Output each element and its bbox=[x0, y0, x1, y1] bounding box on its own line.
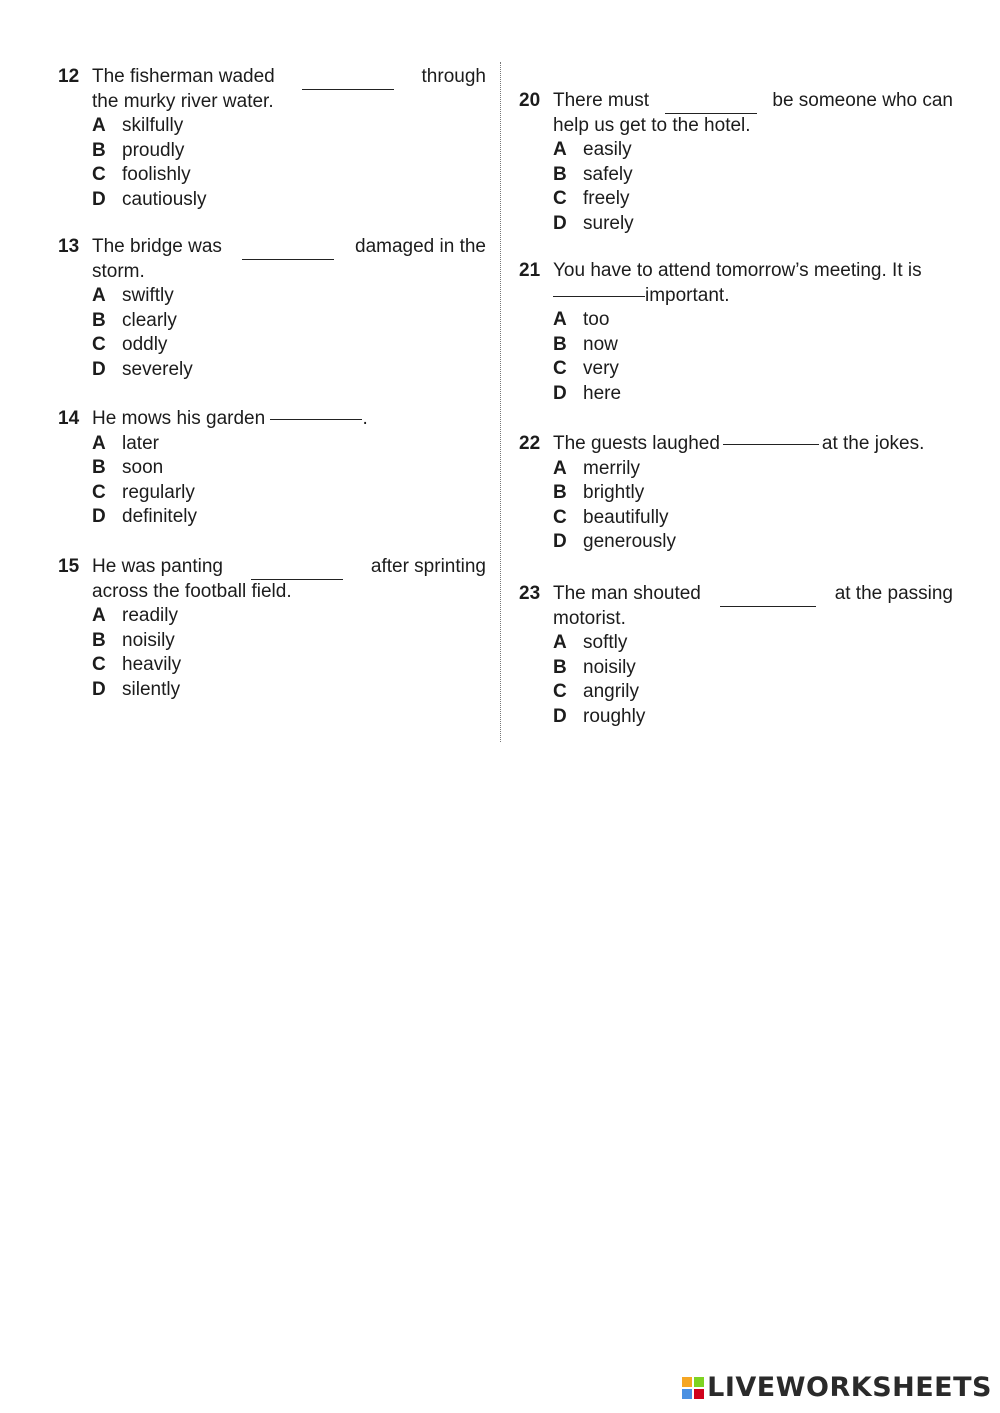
question-text: important. bbox=[645, 284, 730, 306]
option-b[interactable]: B clearly bbox=[92, 309, 177, 331]
logo-square bbox=[682, 1377, 692, 1387]
option-c[interactable]: C regularly bbox=[92, 481, 195, 503]
question-text: The guests laughed bbox=[553, 433, 720, 454]
answer-blank[interactable] bbox=[270, 419, 362, 420]
question-text: at the jokes. bbox=[821, 433, 925, 454]
question-text: across the football field. bbox=[92, 580, 292, 602]
question-text: motorist. bbox=[553, 607, 626, 629]
question-number: 13 bbox=[58, 236, 80, 257]
option-d[interactable]: D silently bbox=[92, 678, 181, 700]
question-text: damaged in the bbox=[355, 236, 486, 257]
question-number: 14 bbox=[58, 408, 80, 429]
question-text: through bbox=[421, 66, 486, 87]
option-b[interactable]: B brightly bbox=[553, 482, 645, 503]
answer-blank[interactable] bbox=[302, 65, 394, 90]
option-d[interactable]: D severely bbox=[92, 358, 193, 380]
option-a[interactable]: A too bbox=[553, 309, 610, 330]
answer-blank[interactable] bbox=[665, 89, 757, 114]
option-b[interactable]: B now bbox=[553, 333, 618, 355]
options-list bbox=[92, 432, 486, 530]
question-number: 12 bbox=[58, 66, 80, 87]
option-b[interactable]: B soon bbox=[92, 457, 164, 478]
question-number: 20 bbox=[519, 90, 541, 111]
option-c[interactable]: C oddly bbox=[92, 334, 168, 355]
option-d[interactable]: D generously bbox=[553, 531, 676, 552]
question-text: You have to attend tomorrow’s meeting. It is bbox=[553, 260, 922, 281]
question-number: 22 bbox=[519, 433, 541, 454]
option-c[interactable]: C very bbox=[553, 358, 619, 379]
option-d[interactable]: D cautiously bbox=[92, 188, 207, 210]
logo-square bbox=[682, 1389, 692, 1399]
brand-name: LIVEWORKSHEETS bbox=[707, 1372, 992, 1403]
question-text: after sprinting bbox=[370, 556, 486, 577]
logo-square bbox=[694, 1389, 704, 1399]
question-text: the murky river water. bbox=[92, 90, 274, 112]
options-list bbox=[553, 631, 953, 729]
options-list bbox=[553, 308, 953, 406]
question-number: 15 bbox=[58, 556, 80, 577]
question-number: 21 bbox=[519, 260, 541, 281]
options-list bbox=[92, 114, 486, 212]
option-a[interactable]: A skilfully bbox=[92, 115, 184, 136]
option-a[interactable]: A merrily bbox=[553, 457, 640, 479]
options-list bbox=[92, 604, 486, 702]
option-c[interactable]: C beautifully bbox=[553, 506, 669, 528]
options-list bbox=[92, 284, 486, 382]
question-text: The fisherman waded bbox=[92, 66, 275, 87]
question-14 bbox=[58, 407, 486, 530]
option-c[interactable]: C foolishly bbox=[92, 164, 191, 185]
question-text: The man shouted bbox=[553, 583, 701, 604]
question-22 bbox=[519, 432, 953, 555]
question-21 bbox=[519, 259, 953, 406]
option-b[interactable]: B proudly bbox=[92, 139, 185, 161]
option-b[interactable]: B noisily bbox=[553, 656, 636, 678]
question-text: storm. bbox=[92, 260, 145, 282]
answer-blank[interactable] bbox=[720, 582, 816, 607]
question-15 bbox=[58, 555, 486, 702]
column-divider bbox=[500, 62, 501, 742]
option-a[interactable]: A softly bbox=[553, 632, 628, 653]
question-text: He mows his garden bbox=[92, 408, 266, 429]
question-text: be someone who can bbox=[772, 90, 953, 111]
logo-square bbox=[694, 1377, 704, 1387]
question-23 bbox=[519, 582, 953, 729]
option-a[interactable]: A readily bbox=[92, 605, 178, 626]
option-a[interactable]: A easily bbox=[553, 139, 632, 160]
options-list bbox=[553, 138, 953, 236]
option-c[interactable]: C angrily bbox=[553, 681, 639, 702]
question-text: help us get to the hotel. bbox=[553, 114, 751, 136]
option-c[interactable]: C heavily bbox=[92, 654, 182, 675]
option-d[interactable]: D roughly bbox=[553, 705, 646, 727]
option-d[interactable]: D surely bbox=[553, 212, 634, 234]
option-d[interactable]: D definitely bbox=[92, 506, 197, 527]
answer-blank[interactable] bbox=[242, 235, 334, 260]
question-number: 23 bbox=[519, 583, 541, 604]
question-text: He was panting bbox=[92, 556, 223, 577]
question-text: There must bbox=[553, 90, 650, 111]
answer-blank[interactable] bbox=[251, 555, 343, 580]
option-b[interactable]: B noisily bbox=[92, 629, 175, 651]
option-b[interactable]: B safely bbox=[553, 163, 633, 185]
liveworksheets-logo[interactable] bbox=[682, 1372, 992, 1403]
question-20 bbox=[519, 89, 953, 236]
answer-blank[interactable] bbox=[723, 444, 819, 445]
option-a[interactable]: A swiftly bbox=[92, 285, 174, 306]
question-13 bbox=[58, 235, 486, 382]
question-text: . bbox=[362, 408, 368, 429]
option-a[interactable]: A later bbox=[92, 432, 159, 454]
logo-icon bbox=[682, 1377, 704, 1399]
option-d[interactable]: D here bbox=[553, 382, 622, 404]
question-text: at the passing bbox=[834, 583, 953, 604]
option-c[interactable]: C freely bbox=[553, 188, 630, 209]
options-list bbox=[553, 457, 953, 555]
question-12 bbox=[58, 65, 486, 212]
answer-blank[interactable] bbox=[553, 296, 645, 297]
question-text: The bridge was bbox=[92, 236, 222, 257]
